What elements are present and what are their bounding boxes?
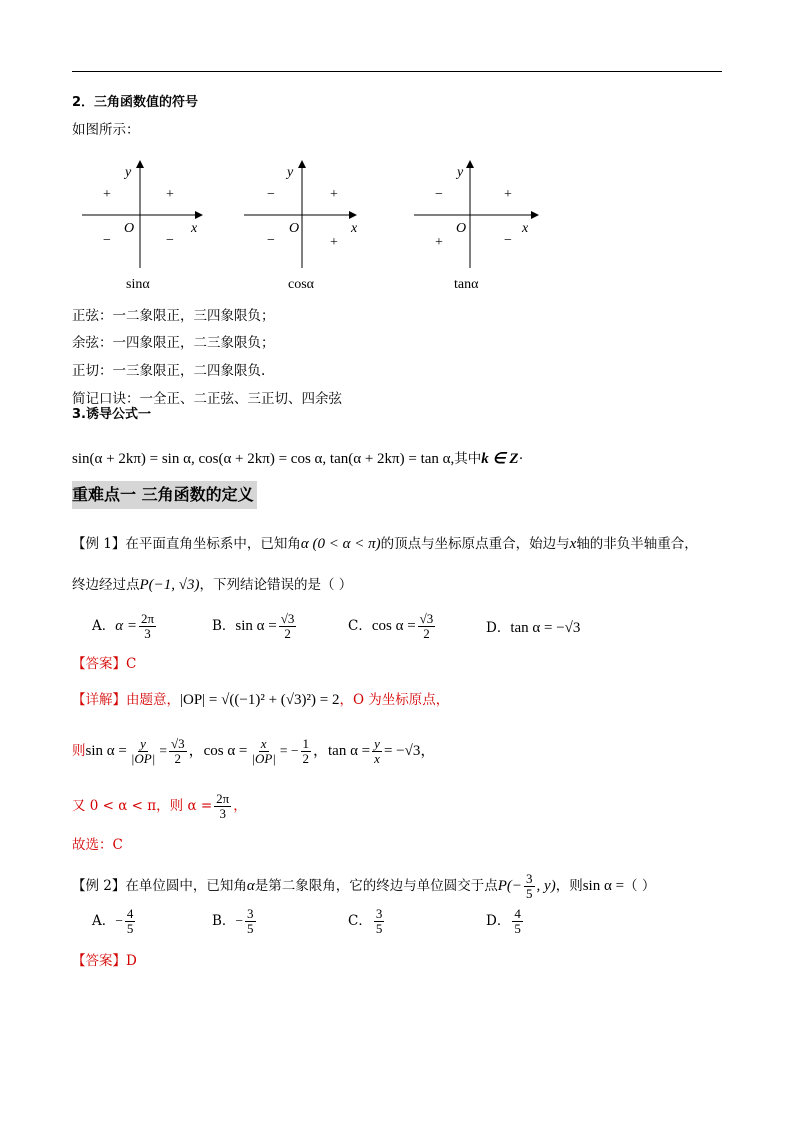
header-rule [72,71,722,72]
example1-condition: α (0 < α < π) [300,536,381,552]
x-label: x [191,221,198,236]
point-p: P(−1, √3) [139,577,200,593]
example1-text: 的顶点与坐标原点重合，始边与 [380,536,570,552]
formula-text: sin(α + 2kπ) = sin α, cos(α + 2kπ) = cos α, tan(α + 2kπ) = tan α, [72,451,455,467]
diagram-label: sinα [126,277,150,292]
quadrant-4-sign: − [166,233,174,248]
section3-title: 3.诱导公式一 [72,407,151,422]
quadrant-3-sign: − [103,233,111,248]
example1-line1 [72,535,698,553]
option-d: D．tan α = −√3 [486,620,581,636]
formula-k: k ∈ Z [481,451,519,467]
y-axis-arrow [466,160,474,168]
x-axis-arrow [195,211,203,219]
mnemonic: 简记口诀：一全正、二正弦、三正切、四余弦 [72,391,342,407]
y-axis-arrow [136,160,144,168]
quadrant-1-sign: + [330,187,338,202]
x-label: x [351,221,358,236]
tan-sign-diagram [412,158,542,298]
op-length: |OP| = √((−1)² + (√3)²) = 2 [180,692,340,708]
diagram-label: tanα [454,277,479,292]
example1-detail-line3: 又 0 < α < π，则 α = $\frac{2\pi}{3}$ ， [72,791,247,821]
formula-tail: 其中 [454,451,482,467]
ex2-option-b: B．− $\frac{3}{5}$ [212,906,254,936]
quadrant-4-sign: − [504,233,512,248]
example1-detail-line2: 则sin α = $\frac{y}{|OP|}$ = $\frac{√3}{2}$ ，cos α = $\frac{x}{|OP|}$ = − $\frac{1}{2}$ ，tan α = $\frac{y}{x}$ = −√3， [72,736,436,766]
ex2-option-c: C． $\frac{3}{5}$ [348,906,383,936]
cos-sign-diagram [242,158,372,298]
origin-label: O [124,221,135,236]
rule-cosine: 余弦：一四象限正，二三象限负； [72,335,275,351]
x-axis-arrow [531,211,539,219]
section-heading: 重难点一 三角函数的定义 [72,481,257,509]
example1-text: 终边经过点 [72,577,140,593]
example1-choose: 故选：C [72,837,123,853]
option-c: C．cos α = $\frac{√3}{2}$ [348,611,434,641]
x-variable: x [569,536,577,552]
origin-label: O [456,221,467,236]
quadrant-1-sign: + [504,187,512,202]
ex2-option-a: A．− $\frac{4}{5}$ [92,906,134,936]
x-label: x [522,221,529,236]
quadrant-3-sign: − [267,233,275,248]
quadrant-3-sign: + [435,235,443,250]
y-label: y [287,165,294,180]
option-a: A．α = $\frac{2\pi}{3}$ [92,611,155,641]
y-axis-arrow [298,160,306,168]
rule-sine: 正弦：一二象限正，三四象限负； [72,308,275,324]
example1-text: 在平面直角坐标系中，已知角 [125,536,301,552]
y-label: y [457,165,464,180]
quadrant-2-sign: − [435,187,443,202]
quadrant-2-sign: − [267,187,275,202]
quadrant-1-sign: + [166,187,174,202]
example1-detail-line1: 【详解】由题意，|OP| = √((−1)² + (√3)²) = 2，O 为坐标原点， [72,692,450,708]
induction-formula: sin(α + 2kπ) = sin α, cos(α + 2kπ) = cos α, tan(α + 2kπ) = tan α,其中k ∈ Z· [72,451,524,467]
example1-text: 轴的非负半轴重合， [576,536,698,552]
quadrant-4-sign: + [330,235,338,250]
origin-label: O [289,221,300,236]
section2-title: 2．三角函数值的符号 [72,95,199,110]
example1-line2 [72,576,352,594]
x-axis-arrow [349,211,357,219]
example2-line1: 【例 2】在单位圆中，已知角α是第二象限角，它的终边与单位圆交于点P(− $\frac{3}{5}$ , y)，则sin α =（ ） [72,871,656,901]
quadrant-2-sign: + [103,187,111,202]
example1-text: ，下列结论错误的是（ ） [199,577,353,593]
ex2-option-d: D． $\frac{4}{5}$ [486,906,521,936]
rule-tangent: 正切：一三象限正，二四象限负. [72,363,266,379]
example2-answer: 【答案】D [72,953,137,969]
as-shown-text: 如图所示： [72,122,140,138]
example1-answer: 【答案】C [72,656,137,672]
example1-tag: 【例 1】 [72,536,126,552]
y-label: y [125,165,132,180]
option-b: B．sin α = $\frac{√3}{2}$ [212,611,295,641]
diagram-label: cosα [288,277,314,292]
sin-sign-diagram [80,158,210,298]
